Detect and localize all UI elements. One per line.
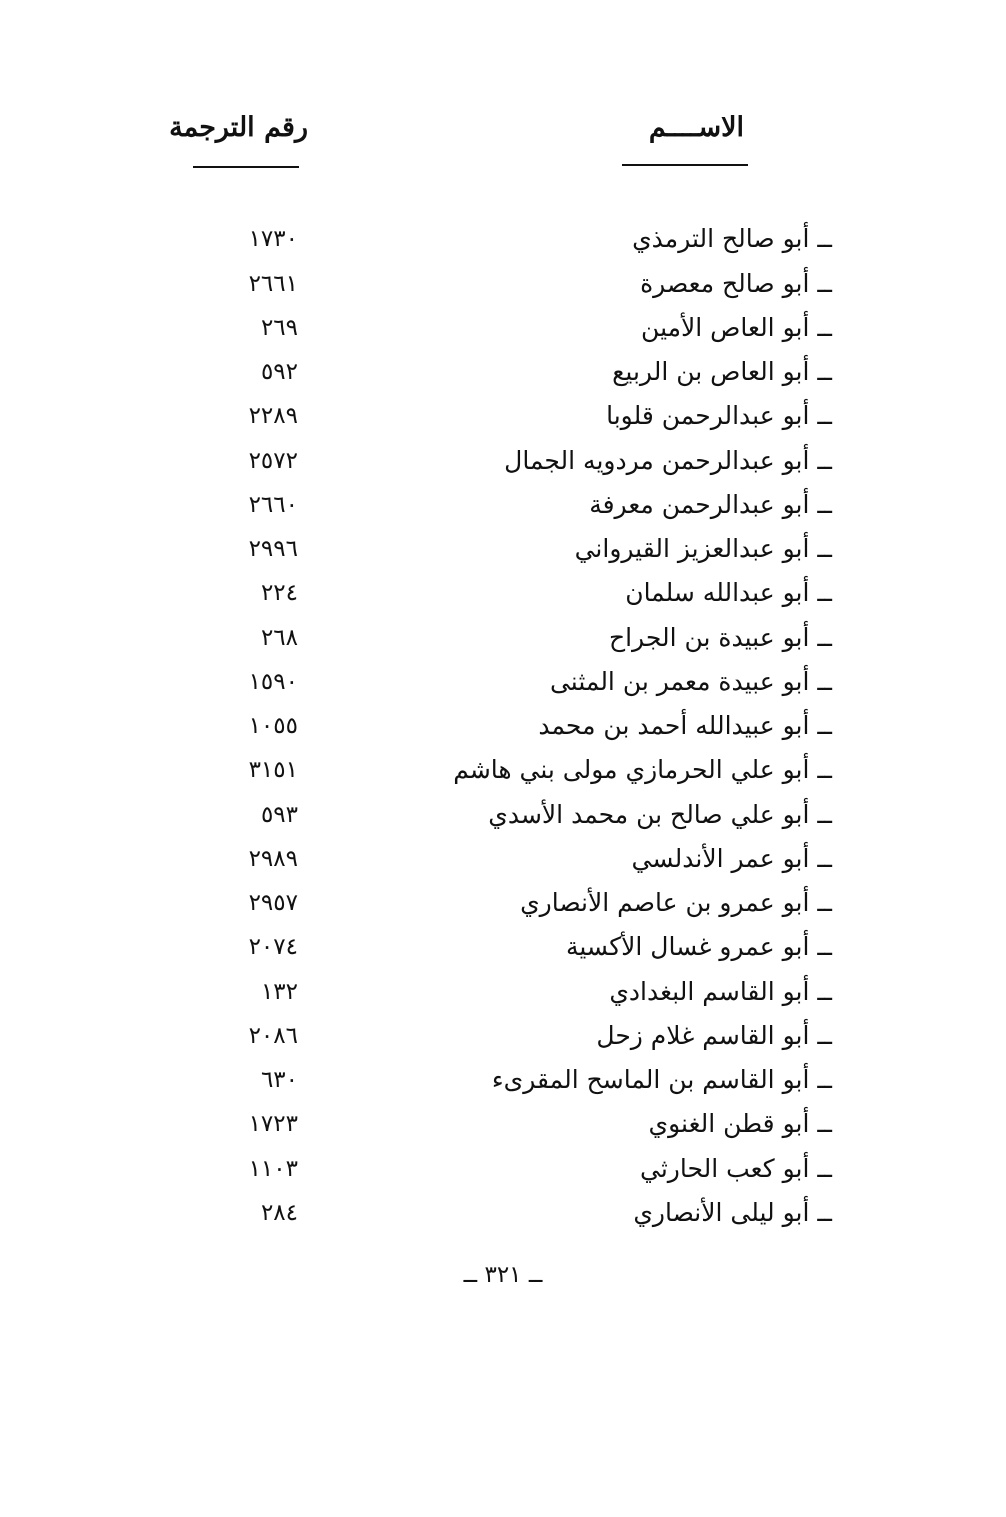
entry-name: ــ أبو عبدالعزيز القيرواني — [574, 534, 832, 563]
list-item — [0, 750, 1006, 790]
entry-number: ٢٦٦٠ — [248, 492, 298, 518]
entry-name: ــ أبو عمرو غسال الأكسية — [565, 932, 832, 961]
entry-name: ــ أبو عبدالله سلمان — [625, 578, 832, 607]
entry-number: ٢٢٤ — [260, 580, 298, 606]
entry-number: ١١٠٣ — [248, 1156, 298, 1182]
entry-name: ــ أبو القاسم بن الماسح المقرىء — [491, 1065, 832, 1094]
entry-number: ٣١٥١ — [248, 757, 298, 783]
entry-number: ٢٠٨٦ — [248, 1023, 298, 1049]
entry-name: ــ أبو عبدالرحمن معرفة — [589, 490, 832, 519]
entry-name: ــ أبو العاص بن الربيع — [612, 357, 832, 386]
entry-name: ــ أبو عبيدة بن الجراح — [608, 623, 832, 652]
entry-name: ــ أبو عمر الأندلسي — [631, 844, 832, 873]
list-item — [0, 706, 1006, 746]
name-column-header: الاســــم — [648, 112, 744, 143]
entry-number: ١٧٣٠ — [248, 226, 298, 252]
list-item — [0, 219, 1006, 259]
entry-name: ــ أبو علي صالح بن محمد الأسدي — [488, 800, 832, 829]
list-item — [0, 1193, 1006, 1233]
number-column-header: رقم الترجمة — [169, 112, 308, 143]
entry-number: ٢٨٤ — [260, 1200, 298, 1226]
entry-name: ــ أبو صالح الترمذي — [632, 224, 832, 253]
entry-number: ٥٩٢ — [260, 359, 298, 385]
list-item — [0, 485, 1006, 525]
entry-number: ٢٥٧٢ — [248, 448, 298, 474]
entry-name: ــ أبو علي الحرمازي مولى بني هاشم — [453, 755, 832, 784]
list-item — [0, 396, 1006, 436]
name-header-underline — [622, 164, 748, 166]
entry-name: ــ أبو القاسم غلام زحل — [596, 1021, 832, 1050]
entry-number: ٢٦٦١ — [248, 271, 298, 297]
entry-number: ١٥٩٠ — [248, 669, 298, 695]
entry-number: ١٣٢ — [260, 979, 298, 1005]
page-number: ــ ٣٢١ ــ — [463, 1262, 543, 1288]
entry-name: ــ أبو القاسم البغدادي — [609, 977, 832, 1006]
entry-name: ــ أبو العاص الأمين — [641, 313, 832, 342]
number-header-underline — [193, 166, 299, 168]
list-item — [0, 795, 1006, 835]
entry-number: ٢٩٨٩ — [248, 846, 298, 872]
entry-name: ــ أبو ليلى الأنصاري — [633, 1198, 832, 1227]
list-item — [0, 352, 1006, 392]
list-item — [0, 972, 1006, 1012]
entry-name: ــ أبو عبيدالله أحمد بن محمد — [538, 711, 832, 740]
list-item — [0, 1016, 1006, 1056]
list-item — [0, 1149, 1006, 1189]
list-item — [0, 618, 1006, 658]
list-item — [0, 529, 1006, 569]
entry-name: ــ أبو عبدالرحمن مردويه الجمال — [504, 446, 832, 475]
entry-name: ــ أبو كعب الحارثي — [639, 1154, 832, 1183]
entry-number: ٢٦٨ — [260, 625, 298, 651]
list-item — [0, 1060, 1006, 1100]
entry-number: ٦٣٠ — [260, 1067, 298, 1093]
entry-number: ٢٦٩ — [260, 315, 298, 341]
entry-name: ــ أبو صالح معصرة — [640, 269, 832, 298]
entry-name: ــ أبو قطن الغنوي — [648, 1109, 832, 1138]
entry-number: ٥٩٣ — [260, 802, 298, 828]
entry-name: ــ أبو عبدالرحمن قلوبا — [606, 401, 832, 430]
list-item — [0, 927, 1006, 967]
entry-number: ٢٩٩٦ — [248, 536, 298, 562]
entry-number: ٢٢٨٩ — [248, 403, 298, 429]
entry-name: ــ أبو عمرو بن عاصم الأنصاري — [520, 888, 832, 917]
entry-name: ــ أبو عبيدة معمر بن المثنى — [549, 667, 832, 696]
list-item — [0, 308, 1006, 348]
list-item — [0, 883, 1006, 923]
list-item — [0, 662, 1006, 702]
entry-number: ١٠٥٥ — [248, 713, 298, 739]
list-item — [0, 1104, 1006, 1144]
list-item — [0, 441, 1006, 481]
list-item — [0, 839, 1006, 879]
list-item — [0, 264, 1006, 304]
entry-number: ١٧٢٣ — [248, 1111, 298, 1137]
list-item — [0, 573, 1006, 613]
entry-number: ٢٠٧٤ — [248, 934, 298, 960]
entry-number: ٢٩٥٧ — [248, 890, 298, 916]
